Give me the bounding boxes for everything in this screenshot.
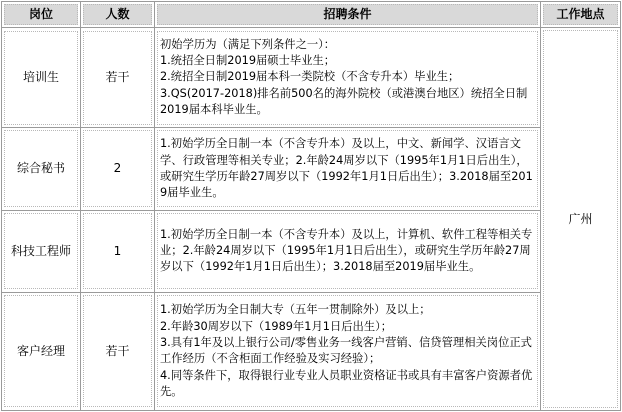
work-location: 广州 [543,30,618,408]
row-position: 客户经理 [4,295,78,407]
recruitment-table [1,1,621,411]
condition-line: 1.初始学历全日制一本（不含专升本）及以上，计算机、软件工程等相关专业；2.年龄24周岁以下（1995年1月1日后出生），或研究生学历年龄27周岁以下（1992年1月1日后出生）；3.2018届至2019届毕业生。 [160,227,533,274]
table-row [2,292,621,410]
row-count: 若干 [83,31,152,125]
row-count: 2 [83,130,152,207]
header-location: 工作地点 [543,4,618,25]
condition-line: 2.统招全日制2019届本科一类院校（不含专升本）毕业生； [160,70,460,84]
recruitment-table-frame [1,1,620,410]
row-conditions [157,213,538,289]
condition-line: 3.QS(2017-2018)排名前500名的海外院校（或港澳台地区）统招全日制2019届本科毕业生。 [160,86,528,116]
row-position: 综合秘书 [4,130,78,207]
row-conditions [157,295,538,407]
condition-line: 1.初始学历为全日制大专（五年一贯制除外）及以上； [160,303,431,317]
header-position: 岗位 [4,4,78,25]
condition-line: 1.统招全日制2019届硕士毕业生； [160,54,336,68]
row-count: 1 [83,213,152,289]
condition-line: 初始学历为（满足下列条件之一）： [160,37,336,51]
condition-line: 2.年龄30周岁以下（1989年1月1日后出生）； [160,319,393,333]
row-position: 科技工程师 [4,213,78,289]
header-conditions: 招聘条件 [157,4,538,25]
table-row [2,28,621,128]
table-row [2,128,621,211]
row-conditions [157,31,538,125]
condition-line: 4.同等条件下，取得银行业专业人员职业资格证书或具有丰富客户资源者优先。 [160,368,533,398]
table-row [2,210,621,292]
condition-line: 1.初始学历全日制一本（不含专升本）及以上，中文、新闻学、汉语言文学、行政管理等相关专业；2.年龄24周岁以下（1995年1月1日后出生），或研究生学历年龄27周岁以下（1992年1月1日后出生）；3.2018届至2019届毕业生。 [160,137,533,200]
header-count: 人数 [83,4,152,25]
row-count: 若干 [83,295,152,407]
condition-line: 3.具有1年及以上银行公司/零售业务一线客户营销、信贷管理相关岗位正式工作经历（不含柜面工作经验及实习经验）； [160,336,532,366]
row-position: 培训生 [4,31,78,125]
table-header-row [2,2,621,28]
row-conditions [157,130,538,207]
